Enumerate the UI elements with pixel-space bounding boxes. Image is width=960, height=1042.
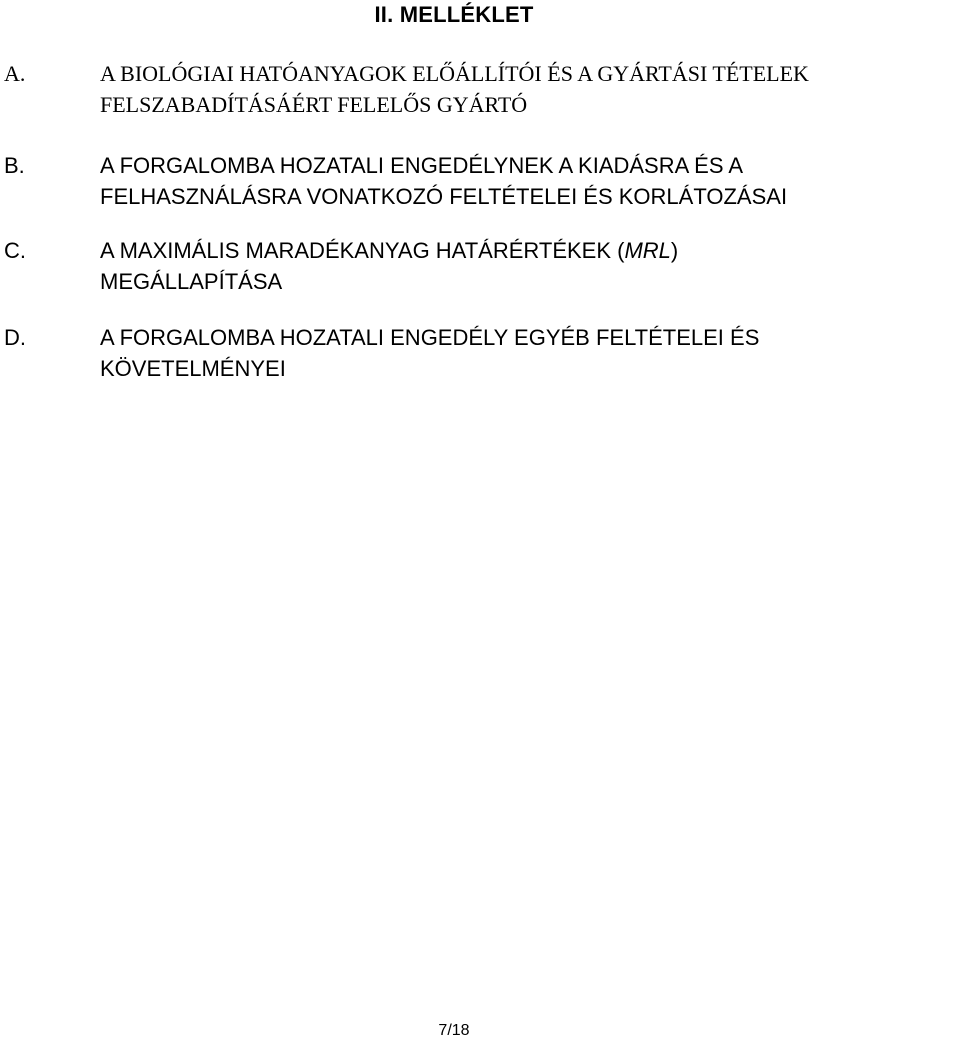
section-heading: A FORGALOMBA HOZATALI ENGEDÉLY EGYÉB FELTÉTELEI ÉS KÖVETELMÉNYEI: [100, 325, 760, 381]
section-letter: C.: [4, 238, 26, 263]
section-heading: A FORGALOMBA HOZATALI ENGEDÉLYNEK A KIADÁSRA ÉS A FELHASZNÁLÁSRA VONATKOZÓ FELTÉTELEI ÉS KORLÁTOZÁSAI: [100, 153, 788, 209]
section-heading-italic: MRL: [624, 238, 671, 263]
section-heading-text: A MAXIMÁLIS MARADÉKANYAG HATÁRÉRTÉKEK (: [100, 238, 625, 263]
section-letter: B.: [4, 153, 25, 178]
section-heading: [100, 235, 930, 297]
page-number: 7/18: [438, 1022, 470, 1039]
section-heading-text: ) MEGÁLLAPÍTÁSA: [100, 238, 679, 294]
section-heading: A BIOLÓGIAI HATÓANYAGOK ELŐÁLLÍTÓI ÉS A GYÁRTÁSI TÉTELEK FELSZABADÍTÁSÁÉRT FELELŐS GYÁRTÓ: [100, 61, 809, 117]
section-letter: D.: [4, 325, 26, 350]
section-letter: A.: [4, 61, 26, 86]
page-title: II. MELLÉKLET: [374, 2, 534, 27]
